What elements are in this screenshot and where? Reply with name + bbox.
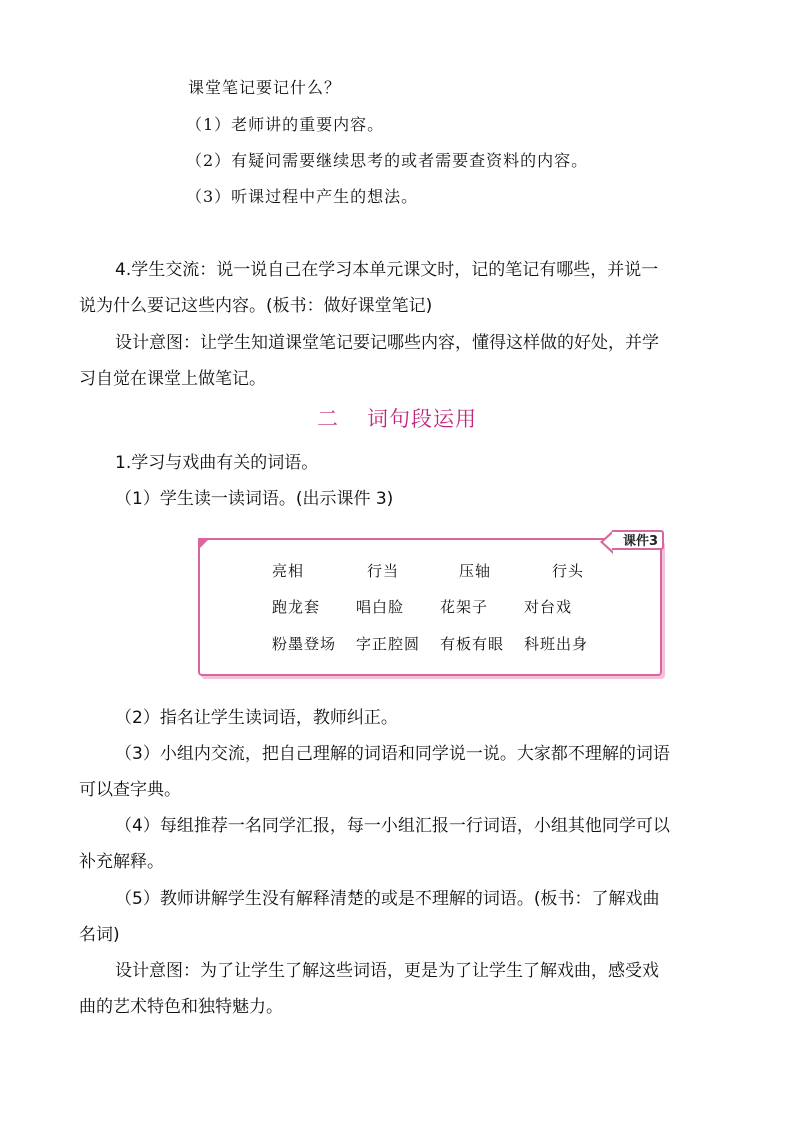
step-2: （2）指名让学生读词语，教师纠正。 [115, 708, 398, 728]
section-heading [0, 405, 794, 433]
design-intent-2-line-2: 曲的艺术特色和独特魅力。 [79, 997, 283, 1017]
design-intent-1-line-2: 习自觉在课堂上做笔记。 [79, 369, 266, 389]
design-intent-2-line-1: 设计意图：为了让学生了解这些词语，更是为了让学生了解戏曲，感受戏 [115, 961, 659, 981]
section-number: 二 [317, 407, 339, 431]
term: 对台戏 [524, 598, 573, 616]
para-4-line-2: 说为什么要记这些内容。(板书：做好课堂笔记) [79, 296, 433, 316]
term: 有板有眼 [440, 635, 505, 653]
notes-item-1: （1）老师讲的重要内容。 [186, 115, 385, 134]
courseware-corner-mark [198, 538, 210, 550]
step-3-line-1: （3）小组内交流，把自己理解的词语和同学说一说。大家都不理解的词语 [115, 744, 670, 764]
step-1-sub-1: （1）学生读一读词语。(出示课件 3) [115, 489, 394, 509]
step-5-line-2: 名词) [79, 925, 120, 945]
para-4-line-1: 4.学生交流：说一说自己在学习本单元课文时，记的笔记有哪些，并说一 [115, 260, 659, 280]
step-3-line-2: 可以查字典。 [79, 780, 181, 800]
section-title: 词句段运用 [367, 407, 477, 431]
term: 压轴 [459, 562, 492, 580]
design-intent-1-line-1: 设计意图：让学生知道课堂笔记要记哪些内容，懂得这样做的好处，并学 [115, 333, 659, 353]
notes-question: 课堂笔记要记什么？ [188, 78, 342, 97]
term: 花架子 [440, 598, 489, 616]
term: 行头 [552, 562, 585, 580]
term: 字正腔圆 [356, 635, 421, 653]
courseware-tag: 课件3 [612, 530, 664, 550]
notes-item-2: （2）有疑问需要继续思考的或者需要查资料的内容。 [186, 151, 589, 170]
step-1-heading: 1.学习与戏曲有关的词语。 [115, 453, 319, 473]
step-4-line-2: 补充解释。 [79, 852, 164, 872]
term: 粉墨登场 [272, 635, 337, 653]
term: 唱白脸 [356, 598, 405, 616]
notes-item-3: （3）听课过程中产生的想法。 [186, 187, 419, 206]
term: 跑龙套 [272, 598, 321, 616]
step-5-line-1: （5）教师讲解学生没有解释清楚的或是不理解的词语。(板书：了解戏曲 [115, 889, 660, 909]
term: 行当 [367, 562, 400, 580]
courseware-box [198, 538, 662, 676]
step-4-line-1: （4）每组推荐一名同学汇报，每一小组汇报一行词语，小组其他同学可以 [115, 816, 670, 836]
term: 亮相 [272, 562, 305, 580]
term: 科班出身 [524, 635, 589, 653]
